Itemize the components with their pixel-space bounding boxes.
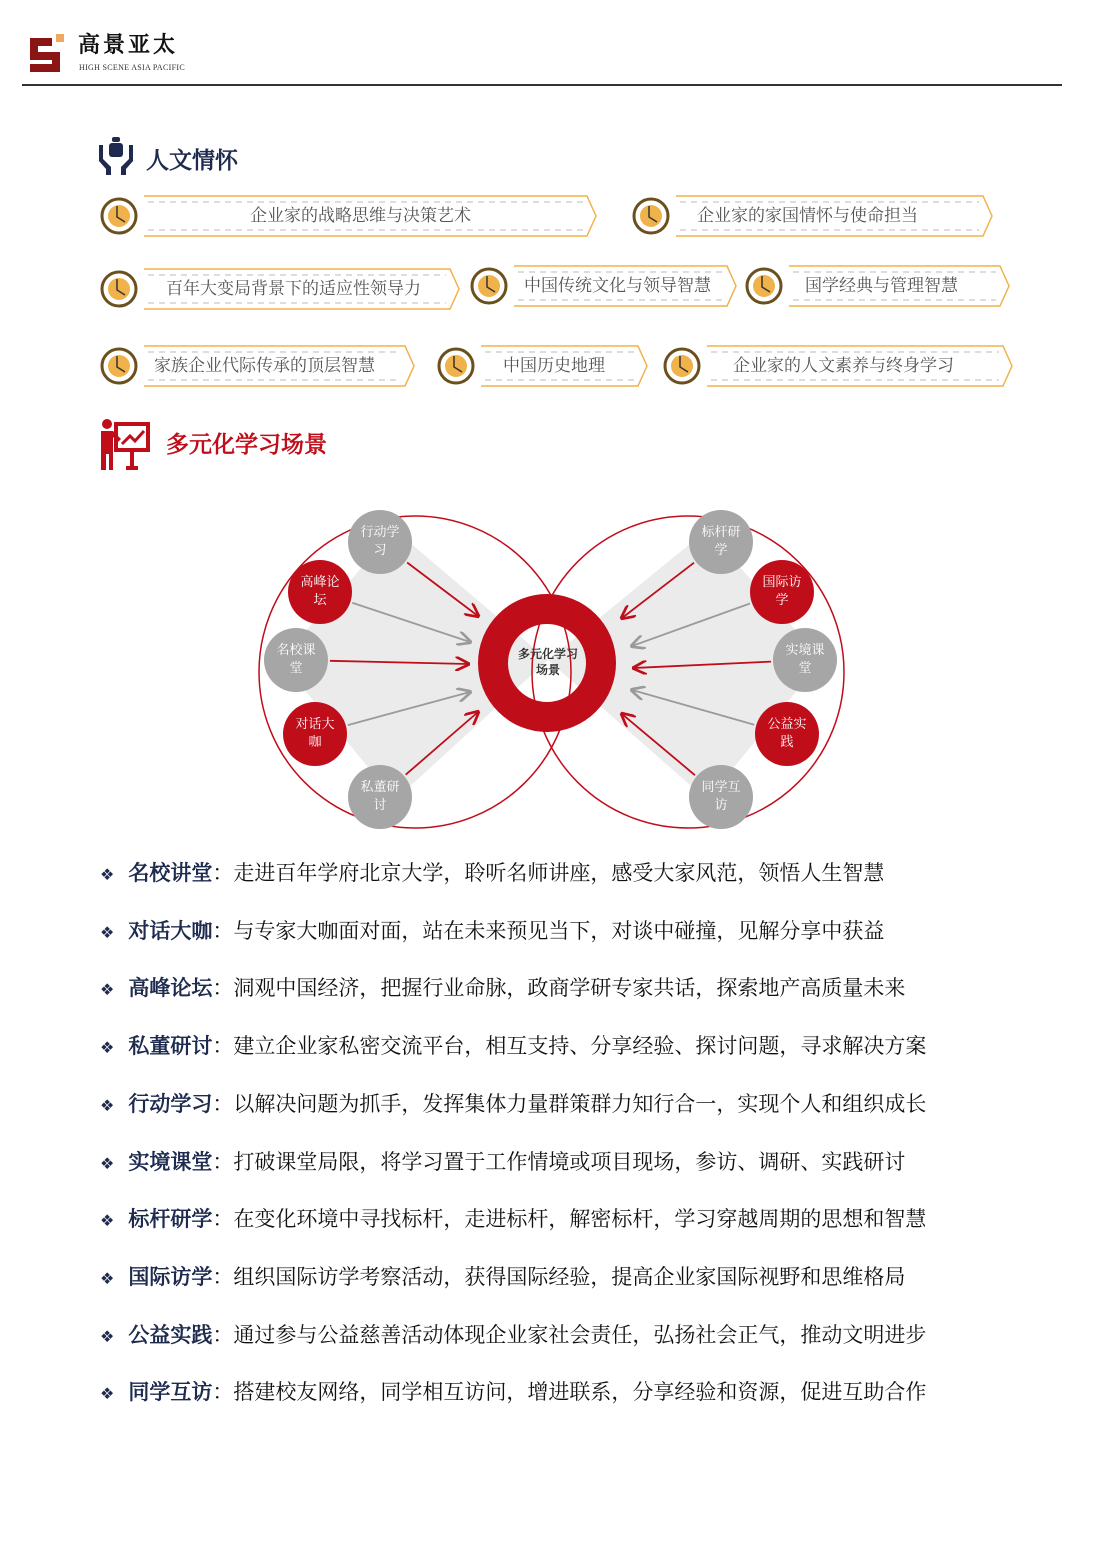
scene-name: 同学互访 (128, 1380, 213, 1405)
scene-text: 在变化环境中寻找标杆，走进标杆，解密标杆，学习穿越周期的思想和智慧 (233, 1207, 927, 1232)
course-label: 企业家的家国情怀与使命担当 (697, 206, 918, 226)
course-label: 企业家的人文素养与终身学习 (733, 356, 954, 376)
scene-description (100, 1204, 926, 1234)
scene-text: 组织国际访学考察活动，获得国际经验，提高企业家国际视野和思维格局 (233, 1264, 906, 1289)
scene-description (100, 1262, 905, 1292)
colon: ： (212, 1207, 234, 1232)
diamond-bullet-icon: ❖ (100, 1384, 115, 1404)
scene-text: 建立企业家私密交流平台，相互支持、分享经验、探讨问题，寻求解决方案 (233, 1034, 927, 1059)
scene-name: 国际访学 (128, 1264, 213, 1289)
scene-text: 打破课堂局限，将学习置于工作情境或项目现场，参访、调研、实践研讨 (233, 1149, 906, 1174)
diamond-bullet-icon: ❖ (100, 1268, 115, 1288)
scene-name: 对话大咖 (128, 918, 213, 943)
scene-description (100, 858, 884, 888)
scene-name: 实境课堂 (128, 1149, 213, 1174)
course-label: 国学经典与管理智慧 (805, 276, 958, 296)
scene-node: 高峰论坛 (288, 560, 352, 624)
scene-name: 名校讲堂 (128, 861, 213, 885)
scene-name: 高峰论坛 (128, 976, 213, 1001)
scene-description (100, 1031, 926, 1061)
logo-subtitle: HIGH SCENE ASIA PACIFIC (79, 63, 185, 72)
scene-name: 行动学习 (128, 1091, 213, 1116)
scene-node: 私董研讨 (348, 765, 412, 829)
scene-description (100, 1320, 926, 1350)
scene-description (100, 1089, 926, 1119)
scene-node: 标杆研学 (689, 510, 753, 574)
scene-node: 名校课堂 (264, 628, 328, 692)
diamond-bullet-icon: ❖ (100, 1153, 115, 1173)
diamond-bullet-icon: ❖ (100, 1095, 115, 1115)
scene-node: 实境课堂 (773, 628, 837, 692)
scene-node: 行动学习 (348, 510, 412, 574)
scene-text: 走进百年学府北京大学，聆听名师讲座，感受大家风范，领悟人生智慧 (233, 861, 885, 885)
colon: ： (212, 1380, 234, 1405)
colon: ： (212, 1264, 234, 1289)
colon: ： (212, 976, 234, 1001)
scene-text: 以解决问题为抓手，发挥集体力量群策群力知行合一，实现个人和组织成长 (233, 1091, 927, 1116)
scene-name: 私董研讨 (128, 1034, 213, 1059)
scene-text: 搭建校友网络，同学相互访问，增进联系，分享经验和资源，促进互助合作 (233, 1380, 927, 1405)
scene-description (100, 1147, 905, 1177)
course-label: 企业家的战略思维与决策艺术 (250, 206, 471, 226)
scene-node: 对话大咖 (283, 702, 347, 766)
section-title-humanities: 人文情怀 (146, 148, 238, 174)
colon: ： (212, 861, 234, 885)
scene-text: 通过参与公益慈善活动体现企业家社会责任，弘扬社会正气，推动文明进步 (233, 1322, 927, 1347)
colon: ： (212, 1091, 234, 1116)
center-label: 多元化学习场景 (517, 647, 578, 677)
colon: ： (212, 1322, 234, 1347)
course-label: 百年大变局背景下的适应性领导力 (166, 279, 421, 299)
scene-description (100, 1377, 926, 1407)
logo-text: 高景亚太 (78, 32, 179, 58)
scene-name: 公益实践 (128, 1322, 213, 1347)
diamond-bullet-icon: ❖ (100, 922, 115, 942)
diamond-bullet-icon: ❖ (100, 1038, 115, 1058)
scene-node: 同学互访 (689, 765, 753, 829)
diamond-bullet-icon: ❖ (100, 865, 115, 884)
diamond-bullet-icon: ❖ (100, 980, 115, 1000)
diamond-bullet-icon: ❖ (100, 1326, 115, 1346)
scene-name: 标杆研学 (128, 1207, 213, 1232)
course-label: 家族企业代际传承的顶层智慧 (154, 356, 375, 376)
scene-description (100, 916, 884, 946)
colon: ： (212, 1149, 234, 1174)
scene-node: 国际访学 (750, 560, 814, 624)
scene-text: 洞观中国经济，把握行业命脉，政商学研专家共话，探索地产高质量未来 (233, 976, 906, 1001)
scene-node: 公益实践 (755, 702, 819, 766)
section-title-learning-scenes: 多元化学习场景 (166, 432, 327, 458)
scene-description (100, 973, 905, 1003)
colon: ： (212, 1034, 234, 1059)
colon: ： (212, 918, 234, 943)
course-label: 中国历史地理 (503, 356, 605, 376)
scene-text: 与专家大咖面对面，站在未来预见当下，对谈中碰撞，见解分享中获益 (233, 918, 885, 943)
course-label: 中国传统文化与领导智慧 (524, 276, 711, 296)
diamond-bullet-icon: ❖ (100, 1211, 115, 1231)
